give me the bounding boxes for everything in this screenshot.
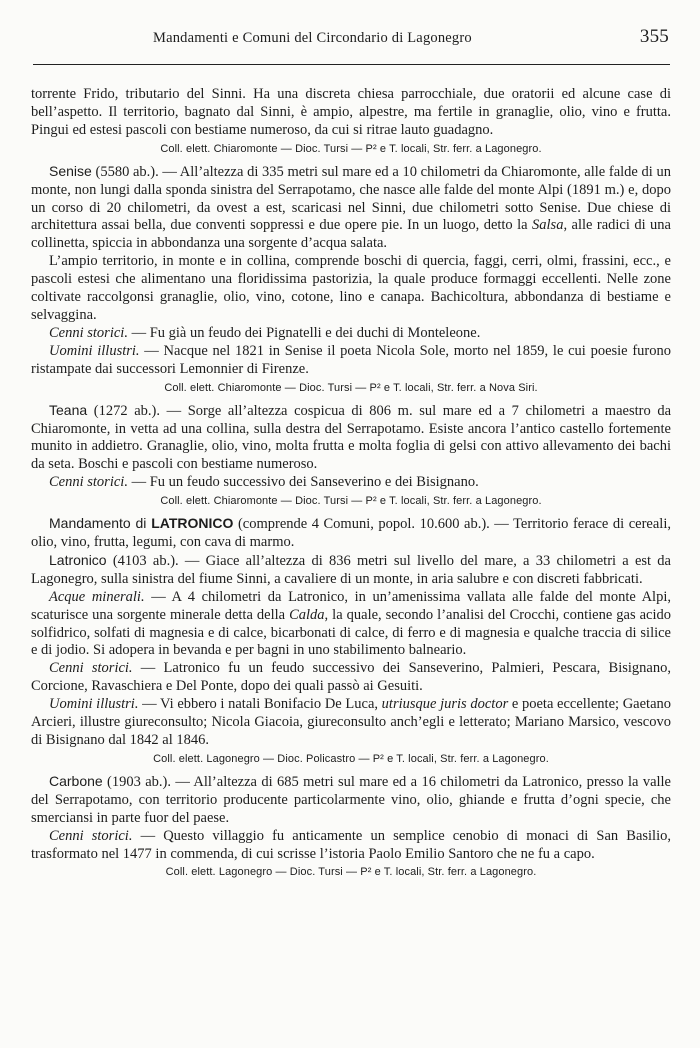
latronico-uomini-text-2: e poeta eccellente; Gaetano Arcieri, illustre giureconsulto; Nicola Giacoia, giureconsulto anch’egli e letterato; Mariano Marsico, vescovo di Bisignano dal 1842 al 1846. [31, 696, 672, 748]
latronico-cenni-label: Cenni storici. [49, 660, 133, 677]
carbone-text: (1903 ab.). — All’altezza di 685 metri sul mare ed a 16 chilometri da Latronico, presso la valle del Serrapotamo, con territorio producente particolarmente vino, olio, ghiande e frutta d’ogni specie, che smerciansi in parte fuor del paese. [31, 773, 671, 826]
senise-cenni-text: — Fu già un feudo dei Pignatelli e dei duchi di Monteleone. [127, 324, 481, 341]
senise-entry [31, 163, 671, 254]
senise-text-2: , alle radici di una collinetta, spiccia in abbondanza una sorgente d’acqua salata. [31, 217, 671, 252]
carbone-cenni-label: Cenni storici. [49, 827, 133, 844]
latronico-cenni-text: — Latronico fu un feudo successivo dei Sanseverino, Palmieri, Pescara, Bisignano, Corcione, Ravaschiera e Del Ponte, dopo dei quali passò ai Gesuiti. [31, 660, 671, 695]
intro-coll-line: Coll. elett. Chiaromonte — Dioc. Tursi — P² e T. locali, Str. ferr. a Lagonegro. [160, 142, 542, 155]
senise-coll-line: Coll. elett. Chiaromonte — Dioc. Tursi — P² e T. locali, Str. ferr. a Nova Siri. [164, 381, 538, 394]
senise-territory: L’ampio territorio, in monte e in collina, comprende boschi di quercia, faggi, cerri, olmi, frassini, ecc., e pascoli estesi che alimentano una floridissima pastorizia, la quale produce formaggi eccellenti. Nelle zone coltivate raccolgonsi granaglie, olio, vino, cotone, lino e canapa. Bachicoltura, abbondanza di bestiame e selvaggina. [31, 253, 671, 323]
intro-paragraph: torrente Frido, tributario del Sinni. Ha una discreta chiesa parrocchiale, due oratorii ed alcune case di bell’aspetto. Il territorio, bagnato dal Sinni, è ampio, alpestre, ma fertile in granaglie, olio, vino e frutta. Pingui ed estesi pascoli con bestiame numeroso, da cui si ritrae lauto guadagno. [31, 86, 671, 138]
teana-cenni [31, 474, 671, 492]
latronico-uomini-label: Uomini illustri. [49, 696, 139, 713]
teana-cenni-text: — Fu un feudo successivo dei Sanseverino e dei Bisignano. [127, 474, 479, 491]
acque-text-2: , la quale, secondo l’analisi del Crocchi, contiene gas acido solfidrico, solfati di magnesia e di calce, bicarbonati di calce, di ferro e di magnesia e qualche traccia di silice e di jodio. Si adopera in bevanda e per bagni in uno stabilimento balneario. [31, 606, 671, 659]
acque-text: — A 4 chilometri da Latronico, in un’amenissima vallata alle falde del monte Alpi, scaturisce una sorgente minerale detta della [31, 588, 671, 623]
carbone-cenni-text: — Questo villaggio fu anticamente un semplice cenobio di monaci di San Basilio, trasformato nel 1477 in commenda, di cui scrisse l’istoria Paolo Emilio Santoro che ne fu a capo. [31, 827, 671, 862]
carbone-name: Carbone [49, 772, 103, 789]
carbone-entry [31, 773, 671, 828]
utriusque-term: utriusque juris doctor [381, 696, 509, 713]
page-number: 355 [639, 26, 669, 47]
senise-name: Senise [49, 162, 92, 179]
carbone-coll-line: Coll. elett. Lagonegro — Dioc. Tursi — P² e T. locali, Str. ferr. a Lagonegro. [165, 866, 537, 879]
teana-coll-line: Coll. elett. Chiaromonte — Dioc. Tursi — P² e T. locali, Str. ferr. a Lagonegro. [160, 495, 542, 508]
calda-term: Calda [289, 606, 325, 623]
mandamento-text: (comprende 4 Comuni, popol. 10.600 ab.). — Territorio ferace di cereali, olio, vino, frutta, legumi, con cava di marmo. [31, 516, 671, 551]
teana-name: Teana [49, 401, 88, 418]
mandamento-lead: Mandamento di [49, 515, 152, 532]
acque-label: Acque minerali. [49, 588, 145, 605]
senise-uomini-text: — Nacque nel 1821 in Senise il poeta Nicola Sole, morto nel 1859, le cui poesie furono ristampate dai successori Lemonnier di Firenze. [31, 342, 671, 377]
mandamento-entry [31, 515, 671, 552]
latronico-cenni [31, 660, 671, 696]
latronico-name: Latronico [49, 551, 107, 568]
senise-cenni-label: Cenni storici. [49, 324, 128, 341]
latronico-entry [31, 552, 671, 589]
teana-entry [31, 402, 671, 475]
latronico-acque [31, 589, 671, 661]
latronico-uomini [31, 696, 671, 750]
teana-cenni-label: Cenni storici. [49, 474, 128, 491]
page-body [31, 86, 671, 881]
carbone-cenni [31, 828, 671, 864]
header-rule [33, 64, 670, 65]
latronico-coll-line: Coll. elett. Lagonegro — Dioc. Policastro — P² e T. locali, Str. ferr. a Lagonegro. [153, 752, 549, 765]
senise-cenni [31, 325, 671, 343]
mandamento-name: LATRONICO [151, 515, 234, 532]
teana-text: (1272 ab.). — Sorge all’altezza cospicua di 806 m. sul mare ed a 7 chilometri a maestro da Chiaromonte, in vetta ad una collina, sulla destra del Serrapotamo. Esiste ancora l’antico castello fortemente munito in addietro. Granaglie, olio, vino, molta frutta e molta foglia di gelsi con attivo allevamento dei bachi da seta. Boschi e pascoli con bestiame numeroso. [31, 402, 671, 473]
latronico-text: (4103 ab.). — Giace all’altezza di 836 metri sul livello del mare, a 33 chilometri a est da Lagonegro, sulla sinistra del fiume Sinni, a cavaliere di un monte, in aria salubre e con discreti fabbricati. [31, 552, 671, 587]
senise-text: (5580 ab.). — All’altezza di 335 metri sul mare ed a 10 chilometri da Chiaromonte, alle falde di un monte, non lungi dalla sponda sinistra del Serrapotamo, che nasce alle falde del monte Alpi (1891 m.) e, dopo un corso di 20 chilometri, da ovest a est, scaricasi nel Sinni, due chilometri sotto Senise. Due chiese di architettura assai bella, due conventi soppressi e due opere pie. In un luogo, detto la [31, 163, 671, 234]
senise-uomini-label: Uomini illustri. [49, 342, 140, 359]
latronico-uomini-text: — Vi ebbero i natali Bonifacio De Luca, [138, 696, 382, 713]
salsa-term: Salsa [532, 217, 564, 234]
running-title: Mandamenti e Comuni del Circondario di Lagonegro [153, 30, 472, 46]
senise-uomini [31, 343, 671, 379]
